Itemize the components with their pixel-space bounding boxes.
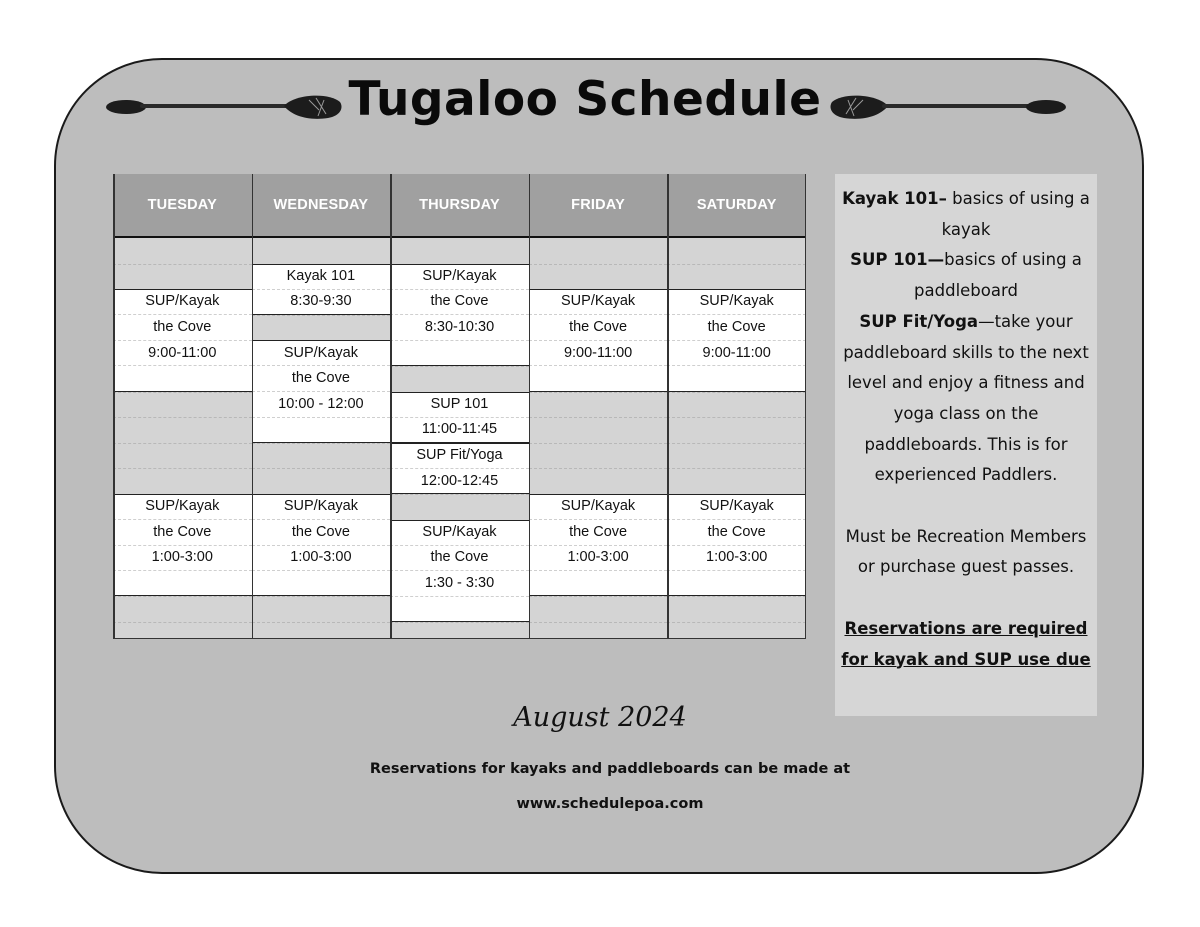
- session-text: the Cove: [291, 370, 350, 387]
- session-text: 9:00-11:00: [563, 344, 633, 361]
- session-thursday-4: [390, 520, 529, 622]
- session-wednesday-1: [252, 264, 391, 315]
- day-header-saturday: SATURDAY: [667, 174, 806, 236]
- session-text: SUP/Kayak: [422, 267, 497, 284]
- session-text: 11:00-11:45: [421, 421, 498, 438]
- session-text: SUP/Kayak: [422, 523, 497, 540]
- class-descriptions: [835, 174, 1097, 716]
- session-wednesday-3: [252, 494, 391, 596]
- session-text: 9:00-11:00: [148, 344, 217, 361]
- session-thursday-2: [390, 392, 529, 443]
- session-text: SUP/Kayak: [145, 498, 220, 515]
- day-header-thursday: THURSDAY: [390, 174, 529, 236]
- kayak101-term: Kayak 101–: [842, 189, 947, 208]
- members-note: Must be Recreation Members or purchase guest passes.: [845, 526, 1087, 577]
- kayak-paddle-icon: [828, 88, 1068, 124]
- schedule-month: August 2024: [513, 702, 687, 733]
- session-text: 1:00-3:00: [567, 549, 629, 566]
- session-thursday-1: [390, 264, 529, 366]
- session-text: 9:00-11:00: [702, 344, 771, 361]
- session-text: SUP/Kayak: [699, 498, 774, 515]
- kayak101-description: basics of using a kayak: [941, 189, 1090, 239]
- session-saturday-2: [667, 494, 806, 596]
- session-text: Kayak 101: [286, 267, 356, 284]
- session-text: 1:00-3:00: [706, 549, 768, 566]
- session-text: SUP/Kayak: [145, 293, 220, 310]
- session-text: SUP/Kayak: [283, 498, 358, 515]
- day-header-wednesday: WEDNESDAY: [252, 174, 391, 236]
- session-text: 1:30 - 3:30: [424, 575, 495, 592]
- session-text: the Cove: [153, 319, 212, 336]
- session-text: SUP/Kayak: [561, 498, 636, 515]
- session-text: the Cove: [153, 523, 212, 540]
- session-text: the Cove: [707, 523, 766, 540]
- session-friday-1: [529, 289, 668, 391]
- reservation-note: Reservations for kayaks and paddleboards can be made at: [369, 761, 851, 777]
- day-header-friday: FRIDAY: [529, 174, 668, 236]
- reservations-required-note: Reservations are required for kayak and SUP use due: [841, 618, 1091, 669]
- sup101-term: SUP 101—: [850, 250, 945, 270]
- session-text: SUP 101: [430, 395, 489, 412]
- page-title: Tugaloo Schedule: [348, 72, 822, 127]
- sup101-description: basics of using a paddleboard: [914, 250, 1082, 301]
- supfit-description: —take your paddleboard skills to the next level and enjoy a fitness and yoga class on the paddleboards. This is for experienced Paddlers.: [843, 311, 1089, 485]
- session-text: 1:00-3:00: [151, 549, 213, 566]
- session-text: 1:00-3:00: [290, 549, 352, 566]
- session-saturday-1: [667, 289, 806, 391]
- session-text: the Cove: [569, 319, 628, 336]
- session-text: the Cove: [430, 293, 489, 310]
- session-text: SUP/Kayak: [283, 344, 358, 361]
- session-text: the Cove: [569, 523, 628, 540]
- session-tuesday-2: [113, 494, 252, 596]
- reservation-url: www.schedulepoa.com: [516, 796, 704, 812]
- session-text: the Cove: [430, 549, 489, 566]
- session-text: 8:30-10:30: [424, 319, 495, 336]
- session-text: the Cove: [707, 319, 766, 336]
- session-friday-2: [529, 494, 668, 596]
- session-text: SUP Fit/Yoga: [416, 447, 503, 464]
- session-wednesday-2: [252, 340, 391, 442]
- kayak-paddle-icon: [104, 88, 344, 124]
- weekly-schedule-table: [113, 174, 806, 645]
- day-header-tuesday: TUESDAY: [113, 174, 252, 236]
- session-text: 12:00-12:45: [420, 472, 499, 489]
- session-text: 8:30-9:30: [290, 293, 352, 310]
- session-text: SUP/Kayak: [561, 293, 636, 310]
- session-text: the Cove: [291, 523, 350, 540]
- session-text: 10:00 - 12:00: [278, 395, 364, 412]
- session-tuesday-1: [113, 289, 252, 391]
- session-text: SUP/Kayak: [699, 293, 774, 310]
- session-thursday-3: [390, 443, 529, 494]
- supfit-term: SUP Fit/Yoga: [859, 311, 979, 331]
